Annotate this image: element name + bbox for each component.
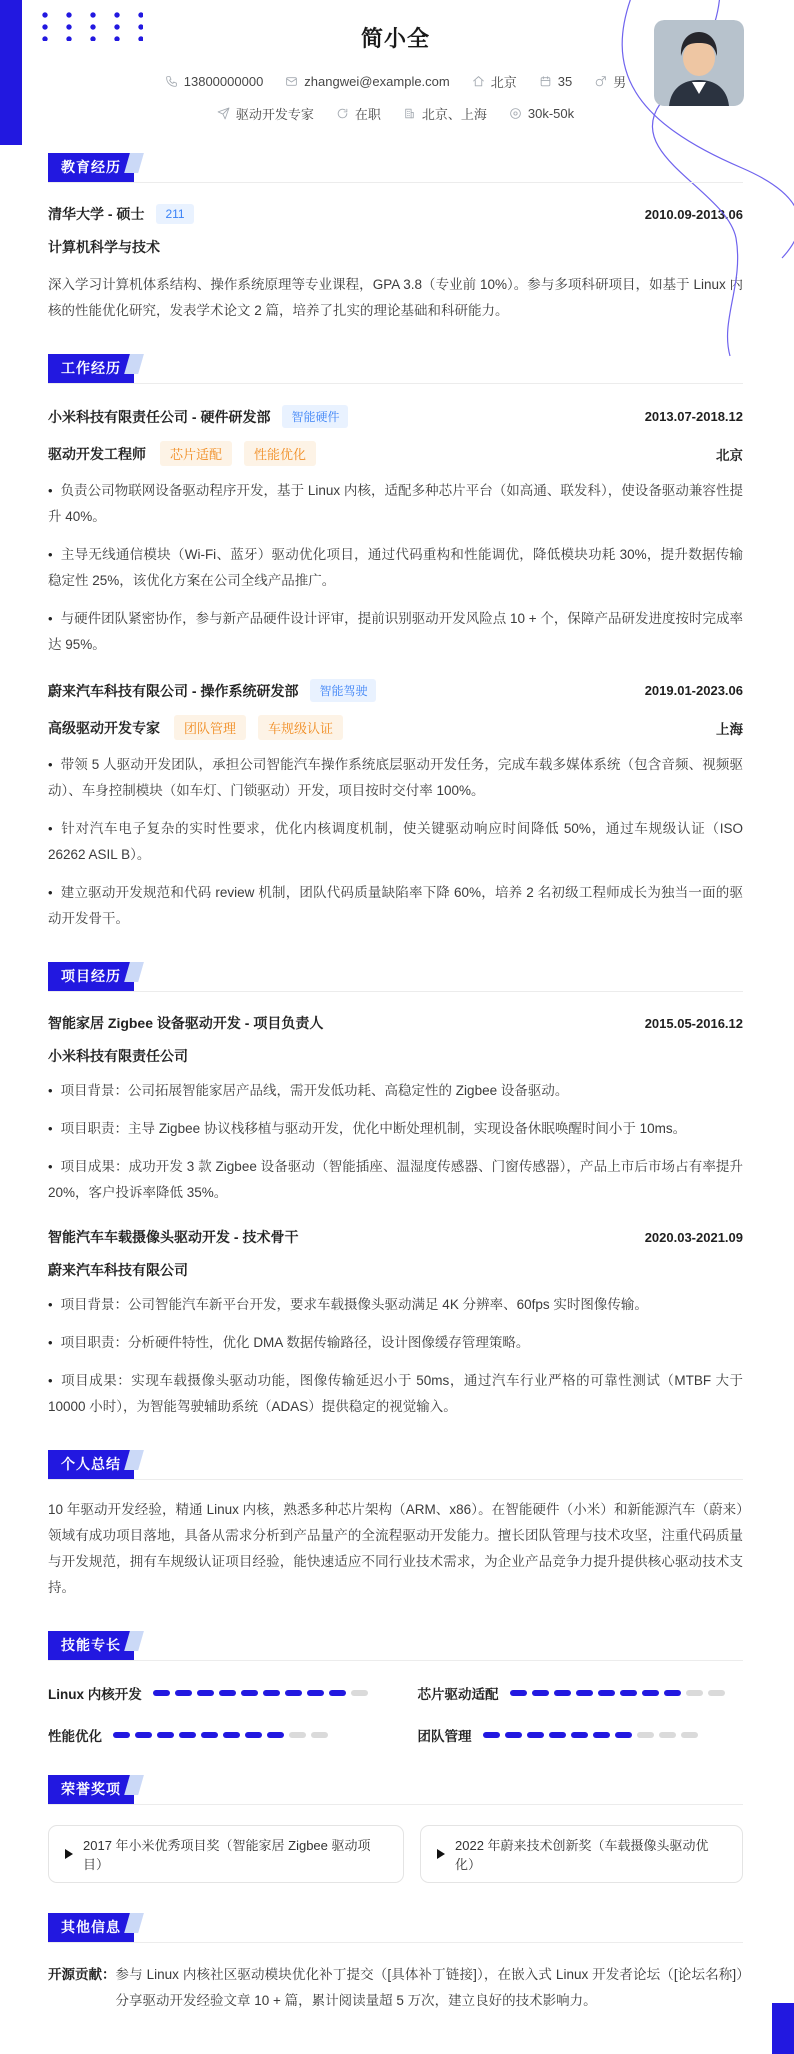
skill-label: 团队管理 [417,1729,472,1744]
email-item [285,74,449,89]
home-item [472,72,517,91]
job-status-value: 在职 [354,107,381,122]
section-title-skills: 技能专长 [48,1631,134,1660]
section-header-honors [48,1775,743,1805]
section-header-skills [48,1631,743,1661]
email-value: zhangwei@example.com [304,74,450,89]
role-tag: 性能优化 [244,441,316,466]
skill-bar [510,1690,725,1696]
salary-icon [509,107,522,120]
project-company: 小米科技有限责任公司 [48,1048,188,1064]
bullet-item: • 建立驱动开发规范和代码 review 机制，团队代码质量缺陷率下降 60%，培养 2 名初级工程师成长为独当一面的驱动开发骨干。 [48,885,743,926]
section-header-summary [48,1450,743,1480]
job-intention-item [217,104,314,123]
section-title-other: 其他信息 [48,1913,134,1942]
company-tag: 智能驾驶 [310,679,376,702]
skill-label: Linux 内核开发 [48,1687,142,1702]
resume-body [0,153,794,2054]
play-triangle-icon [437,1849,445,1859]
bullet-item: • 带领 5 人驱动开发团队，承担公司智能汽车操作系统底层驱动开发任务，完成车载多媒体系统（包含音频、视频驱动）、车身控制模块（如车灯、门锁驱动）开发，项目按时交付率 100%。 [48,757,743,798]
phone-value: 13800000000 [183,74,264,89]
section-title-summary: 个人总结 [48,1450,134,1479]
skills-grid [48,1683,743,1745]
role-tag: 团队管理 [174,715,246,740]
bullet-item: • 与硬件团队紧密协作，参与新产品硬件设计评审，提前识别驱动开发风险点 10 + 个，保障产品研发进度按时完成率达 95%。 [48,611,743,652]
open-source-label: 开源贡献： [48,1967,116,1982]
city-icon [403,107,416,120]
section-title-projects: 项目经历 [48,962,134,991]
project-company: 蔚来汽车科技有限公司 [48,1262,188,1278]
open-source-contribution [48,1962,743,2014]
section-header-work [48,354,743,384]
home-city-value: 北京 [490,75,517,90]
role-name: 驱动开发工程师 [48,445,146,462]
salary-item [509,106,574,121]
phone-icon [165,75,178,88]
skill-bar [113,1732,328,1738]
role-tag: 芯片适配 [160,441,232,466]
skill-row [418,1725,744,1745]
education-date: 2010.09-2013.06 [644,206,743,222]
status-icon [336,107,349,120]
project-date: 2015.05-2016.12 [644,1015,743,1031]
bottom-right-accent-bar [772,2003,794,2054]
work-date: 2013.07-2018.12 [644,409,743,424]
company-name: 蔚来汽车科技有限公司 - 操作系统研发部 [48,682,299,699]
skill-bar [153,1690,368,1696]
award-item: 2017 年小米优秀项目奖（智能家居 Zigbee 驱动项目） [48,1825,404,1883]
age-value: 35 [557,74,573,89]
project-entry-2 [48,1227,743,1420]
bullet-item: • 针对汽车电子复杂的实时性要求，优化内核调度机制，使关键驱动响应时间降低 50%，通过车规级认证（ISO 26262 ASIL B）。 [48,821,743,862]
home-icon [472,75,485,88]
salary-value: 30k-50k [527,106,575,121]
contact-row-1 [48,72,743,91]
bullet-item: • 项目成果：成功开发 3 款 Zigbee 设备驱动（智能插座、温湿度传感器、门窗传感器），产品上市后市场占有率提升 20%，客户投诉率降低 35%。 [48,1159,743,1200]
open-source-text: 参与 Linux 内核社区驱动模块优化补丁提交（[具体补丁链接]），在嵌入式 Linux 开发者论坛（[论坛名称]）分享驱动开发经验文章 10 + 篇，累计阅读量超 5 万次，建立良好的技术影响力。 [115,1967,743,2008]
company-name: 小米科技有限责任公司 - 硬件研发部 [48,408,271,425]
bullet-item: • 负责公司物联网设备驱动程序开发，基于 Linux 内核，适配多种芯片平台（如高通、联发科），使设备驱动兼容性提升 40%。 [48,483,743,524]
age-item [539,74,572,89]
work-date: 2019.01-2023.06 [644,683,743,698]
skill-bar [483,1732,698,1738]
project-name: 智能汽车车载摄像头驱动开发 - 技术骨干 [48,1229,299,1245]
company-tag: 智能硬件 [282,405,348,428]
play-triangle-icon [65,1849,73,1859]
education-description: 深入学习计算机体系结构、操作系统原理等专业课程，GPA 3.8（专业前 10%）。参与多项科研项目，如基于 Linux 内核的性能优化研究，发表学术论文 2 篇，培养了扎实的理论基础和科研能力。 [48,277,743,318]
skill-row [418,1683,744,1703]
resume-header [0,0,794,123]
bullet-item: • 项目背景：公司智能汽车新平台开发，要求车载摄像头驱动满足 4K 分辨率、60fps 实时图像传输。 [48,1297,648,1312]
age-icon [539,75,552,88]
phone-item [165,74,264,89]
bullet-item: • 项目背景：公司拓展智能家居产品线，需开发低功耗、高稳定性的 Zigbee 设备驱动。 [48,1083,569,1098]
work-entry-1 [48,405,743,658]
gender-icon [594,75,607,88]
major-name: 计算机科学与技术 [48,239,160,255]
job-status-item [336,104,381,123]
gender-value: 男 [613,75,627,90]
school-name: 清华大学 - 硕士 [48,206,145,222]
bullet-item: • 项目职责：主导 Zigbee 协议栈移植与驱动开发，优化中断处理机制，实现设备休眠唤醒时间小于 10ms。 [48,1121,687,1136]
contact-row-2 [48,104,743,123]
awards-list [48,1825,743,1883]
work-location: 上海 [716,721,743,737]
summary-text: 10 年驱动开发经验，精通 Linux 内核，熟悉多种芯片架构（ARM、x86）。在智能硬件（小米）和新能源汽车（蔚来）领域有成功项目落地，具备从需求分析到产品量产的全流程驱动开发能力。擅长团队管理与技术攻坚，注重代码质量与开发规范，拥有车规级认证项目经验，能快速适应不同行业技术需求，为企业产品竞争力提升提供核心驱动技术支持。 [48,1502,743,1595]
position-icon [217,107,230,120]
work-entry-2 [48,679,743,932]
education-major-row [48,237,743,257]
page-title: 简小全 [360,26,430,51]
target-city-value: 北京、上海 [421,107,487,122]
project-name: 智能家居 Zigbee 设备驱动开发 - 项目负责人 [48,1015,324,1031]
work-location: 北京 [716,447,743,463]
project-entry-1 [48,1013,743,1206]
profile-photo [654,20,744,106]
section-title-honors: 荣誉奖项 [48,1775,134,1804]
award-item: 2022 年蔚来技术创新奖（车载摄像头驱动优化） [420,1825,743,1883]
gender-item [594,72,626,91]
email-icon [285,75,298,88]
target-city-item [403,104,487,123]
project-date: 2020.03-2021.09 [644,1229,743,1245]
section-title-education: 教育经历 [48,153,134,182]
education-entry [48,204,743,224]
section-header-education [48,153,743,183]
section-title-work: 工作经历 [48,354,134,383]
skill-label: 性能优化 [48,1729,102,1744]
skill-row [48,1725,374,1745]
bullet-item: • 项目成果：实现车载摄像头驱动功能，图像传输延迟小于 50ms，通过汽车行业严格的可靠性测试（MTBF 大于 10000 小时），为智能驾驶辅助系统（ADAS）提供稳定的视觉输入。 [48,1373,743,1414]
bullet-item: • 主导无线通信模块（Wi-Fi、蓝牙）驱动优化项目，通过代码重构和性能调优，降低模块功耗 30%，提升数据传输稳定性 25%，该优化方案在公司全线产品推广。 [48,547,743,588]
role-tag: 车规级认证 [258,715,343,740]
skill-row [48,1683,374,1703]
bullet-item: • 项目职责：分析硬件特性，优化 DMA 数据传输路径，设计图像缓存管理策略。 [48,1335,530,1350]
role-name: 高级驱动开发专家 [48,719,160,736]
section-header-projects [48,962,743,992]
school-badge-211: 211 [156,204,193,224]
job-intention-value: 驱动开发专家 [235,107,314,122]
section-header-other [48,1913,743,1943]
skill-label: 芯片驱动适配 [417,1687,499,1702]
